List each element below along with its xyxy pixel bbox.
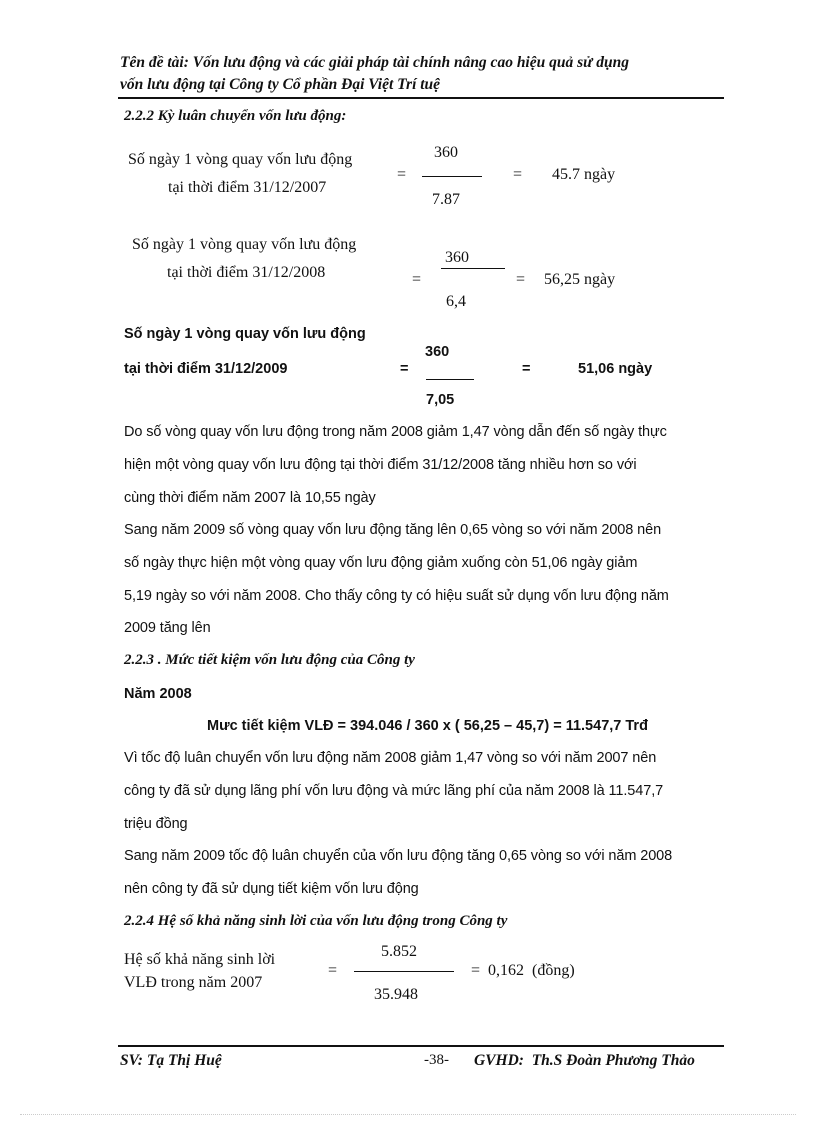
fraction-numerator: 360: [425, 344, 450, 360]
footer-rule: [118, 1045, 724, 1047]
page-bottom-border: [20, 1114, 796, 1115]
formula-label: Số ngày 1 vòng quay vốn lưu động: [124, 326, 366, 342]
equals-sign: =: [328, 962, 338, 979]
footer-student: SV: Tạ Thị Huệ: [120, 1052, 222, 1069]
paragraph-line: Sang năm 2009 tốc độ luân chuyển của vốn lưu động tăng 0,65 vòng so với năm 2008: [124, 848, 673, 864]
equals-sign: =: [516, 271, 526, 288]
page-number: -38-: [424, 1052, 449, 1068]
fraction-numerator: 360: [445, 249, 469, 266]
fraction-bar: [422, 176, 482, 177]
header-rule: [118, 97, 724, 99]
fraction-denominator: 6,4: [446, 293, 466, 310]
equals-sign: =: [513, 166, 523, 183]
paragraph-line: số ngày thực hiện một vòng quay vốn lưu động giảm xuống còn 51,06 ngày giảm: [124, 555, 638, 571]
formula-result: = 0,162 (đồng): [471, 962, 575, 979]
header-title-line-1: Tên đề tài: Vốn lưu động và các giải pháp tài chính nâng cao hiệu quả sử dụng: [120, 54, 630, 71]
formula-result: 45.7 ngày: [552, 166, 616, 183]
paragraph-line: nên công ty đã sử dụng tiết kiệm vốn lưu động: [124, 881, 419, 897]
footer-advisor: GVHD: Th.S Đoàn Phương Thảo: [474, 1052, 695, 1069]
equals-sign: =: [412, 271, 422, 288]
equals-sign: =: [522, 361, 531, 377]
fraction-bar: [354, 971, 454, 972]
formula-label: Số ngày 1 vòng quay vốn lưu động: [132, 236, 357, 253]
paragraph-line: hiện một vòng quay vốn lưu động tại thời điểm 31/12/2008 tăng nhiều hơn so với: [124, 457, 637, 473]
fraction-numerator: 360: [434, 144, 458, 161]
year-label: Năm 2008: [124, 686, 192, 702]
paragraph-line: Do số vòng quay vốn lưu động trong năm 2008 giảm 1,47 vòng dẫn đến số ngày thực: [124, 424, 667, 440]
paragraph-line: triệu đồng: [124, 816, 188, 832]
formula-result: 56,25 ngày: [544, 271, 616, 288]
formula-label: tại thời điểm 31/12/2007: [168, 179, 327, 196]
fraction-denominator: 7,05: [426, 392, 455, 408]
equals-sign: =: [400, 361, 409, 377]
document-header: [120, 52, 720, 96]
fraction-bar: [426, 379, 474, 380]
paragraph-line: Sang năm 2009 số vòng quay vốn lưu động tăng lên 0,65 vòng so với năm 2008 nên: [124, 522, 662, 538]
fraction-denominator: 7.87: [432, 191, 460, 208]
paragraph-line: 2009 tăng lên: [124, 620, 211, 636]
formula-result: 51,06 ngày: [578, 361, 653, 377]
paragraph-line: cùng thời điểm năm 2007 là 10,55 ngày: [124, 490, 376, 506]
equals-sign: =: [397, 166, 407, 183]
section-heading-2-2-4: 2.2.4 Hệ số khả năng sinh lời của vốn lưu động trong Công ty: [124, 913, 508, 929]
formula-label: VLĐ trong năm 2007: [124, 974, 263, 991]
fraction-bar: [441, 268, 505, 269]
paragraph-line: Vì tốc độ luân chuyển vốn lưu động năm 2008 giảm 1,47 vòng so với năm 2007 nên: [124, 750, 657, 766]
formula-label: tại thời điểm 31/12/2009: [124, 361, 288, 377]
formula-label: tại thời điểm 31/12/2008: [167, 264, 326, 281]
formula-label: Hệ số khả năng sinh lời: [124, 951, 276, 968]
fraction-numerator: 5.852: [381, 943, 417, 960]
paragraph-line: công ty đã sử dụng lãng phí vốn lưu động và mức lãng phí của năm 2008 là 11.547,7: [124, 783, 664, 799]
section-heading-2-2-3: 2.2.3 . Mức tiết kiệm vốn lưu động của Công ty: [124, 652, 415, 668]
paragraph-line: 5,19 ngày so với năm 2008. Cho thấy công ty có hiệu suất sử dụng vốn lưu động năm: [124, 588, 669, 604]
header-title-line-2: vốn lưu động tại Công ty Cổ phần Đại Việt Trí tuệ: [120, 76, 441, 93]
savings-formula: Mưc tiết kiệm VLĐ = 394.046 / 360 x ( 56,25 – 45,7) = 11.547,7 Trđ: [207, 718, 648, 734]
section-heading-2-2-2: 2.2.2 Kỳ luân chuyển vốn lưu động:: [124, 108, 347, 124]
fraction-denominator: 35.948: [374, 986, 418, 1003]
formula-label: Số ngày 1 vòng quay vốn lưu động: [128, 151, 353, 168]
